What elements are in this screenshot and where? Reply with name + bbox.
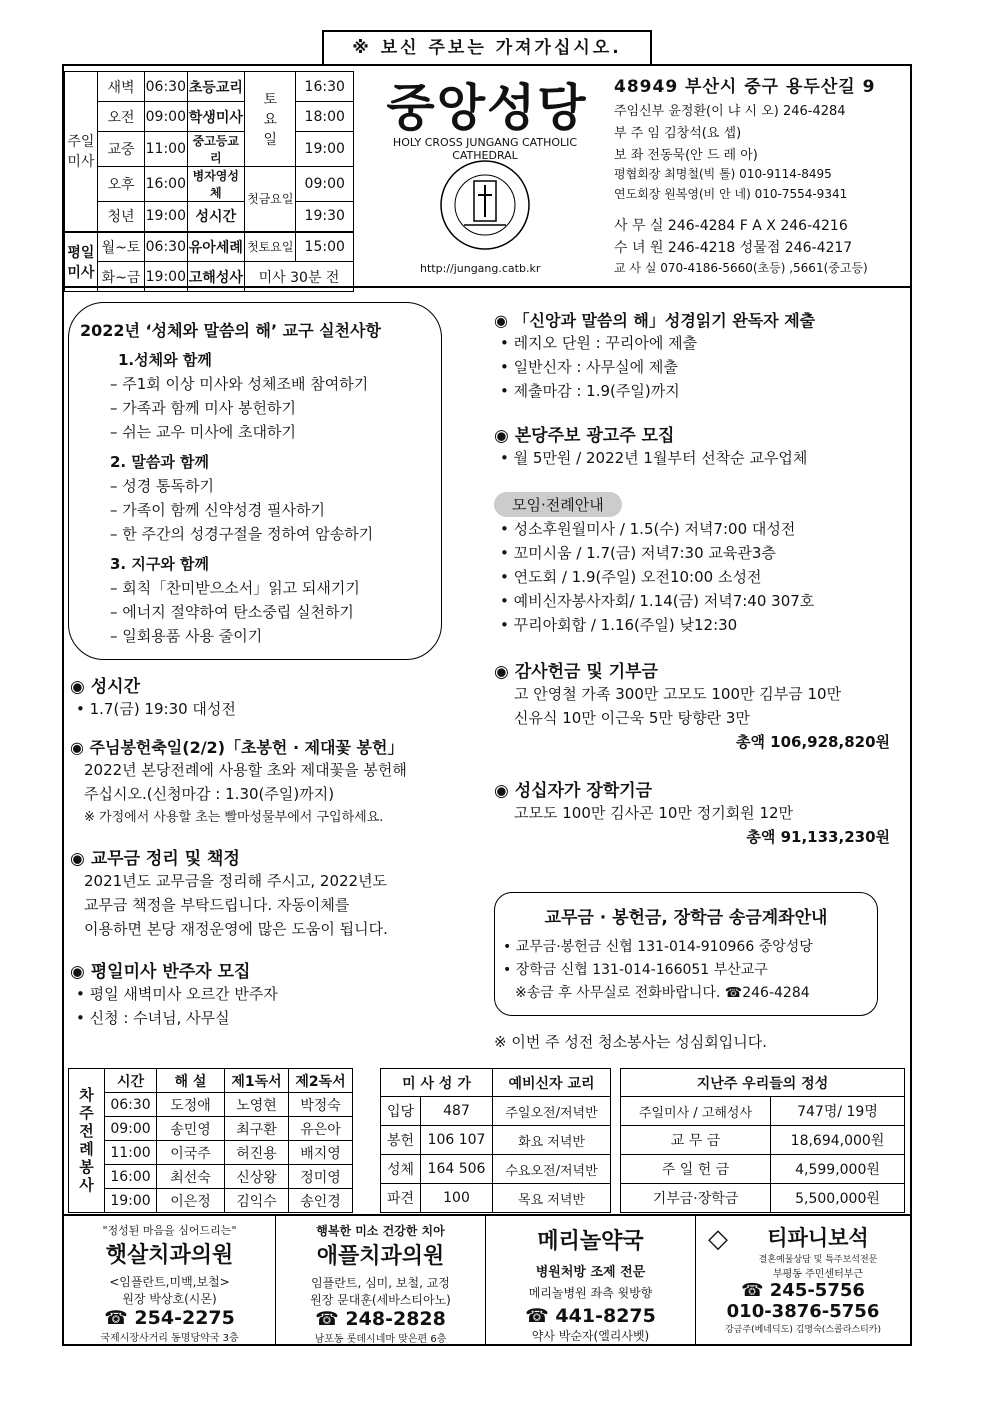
mass-time: 미사 30분 전 [245, 262, 354, 292]
section-line: • 레지오 단원 : 꾸리아에 제출 [500, 334, 698, 352]
staff-role: 주임신부 [614, 104, 665, 119]
ad-phone: ☎ 254-2275 [104, 1307, 235, 1329]
staff-name: 최명철(빅 톨) [664, 167, 736, 181]
mass-time: 11:00 [145, 132, 187, 167]
ad-line: 메리놀병원 좌측 윗방향 [528, 1286, 653, 1300]
mass-time: 19:00 [296, 132, 354, 167]
mass-time: 19:00 [145, 202, 187, 232]
meeting-item: • 꼬미시움 / 1.7(금) 저녁7:30 교육관3층 [500, 544, 776, 562]
mass-name: 오전 [97, 102, 144, 132]
ad-line: 부평동 주민센터부근 [772, 1269, 864, 1280]
table-header: 미 사 성 가 [381, 1069, 493, 1097]
ads-strip [64, 1214, 910, 1344]
mass-name: 교중 [97, 132, 144, 167]
mass-name: 새벽 [97, 72, 144, 102]
ad-phone: ☎ 245-5756 [741, 1280, 865, 1301]
ad-line: 원장 박상호(시몬) [122, 1292, 217, 1306]
account-line: • 장학금 신협 131-014-166051 부산교구 [503, 962, 768, 978]
staff-role: 연도회장 [614, 187, 661, 201]
mass-name: 중고등교리 [187, 132, 245, 167]
table-cell: 봉헌 [381, 1126, 421, 1155]
ad-name: 애플치과의원 [316, 1244, 445, 1269]
account-box-title: 교무금 · 봉헌금, 장학금 송금계좌안내 [544, 908, 828, 928]
staff-phone: 010-9114-8495 [739, 167, 832, 181]
table-cell: 박정숙 [289, 1093, 353, 1117]
staff-name: 전동묵(안 드 레 아) [647, 148, 758, 163]
table-cell: 11:00 [105, 1141, 157, 1165]
mass-time: 19:30 [296, 202, 354, 232]
account-line: ※송금 후 사무실로 전화바랍니다. ☎246-4284 [515, 985, 810, 1001]
take-bulletin-notice: ※ 보신 주보는 가져가십시오. [322, 30, 652, 64]
office-phone: 사 무 실 246-4284 F A X 246-4216 [614, 218, 848, 234]
table-cell: 주 일 헌 금 [621, 1155, 771, 1184]
section-title: ◉ 성시간 [70, 677, 141, 697]
mass-name: 성시간 [187, 202, 245, 232]
ad-name: 메리놀약국 [537, 1229, 644, 1254]
account-line: • 교무금·봉헌금 신협 131-014-910966 중앙성당 [503, 939, 813, 955]
staff-role: 부 주 임 [614, 126, 660, 141]
church-title: 중앙성당 [386, 78, 588, 137]
table-cell: 최구환 [225, 1117, 289, 1141]
ad-line: <임플란트,미백,보철> [109, 1275, 230, 1289]
table-cell: 노영현 [225, 1093, 289, 1117]
mass-name: 화~금 [97, 262, 144, 292]
meeting-item: • 연도회 / 1.9(주일) 오전10:00 소성전 [500, 568, 762, 586]
mass-schedule-table [64, 71, 354, 292]
staff-name: 원복영(비 안 네) [664, 187, 751, 201]
practice-item: – 가족이 함께 신약성경 필사하기 [110, 501, 325, 519]
liturgy-service-table [68, 1068, 353, 1213]
mass-name: 초등교리 [187, 72, 245, 102]
ad-sunshine-dental [64, 1216, 276, 1344]
mass-time: 09:00 [296, 167, 354, 202]
saturday-label: 토 요 일 [245, 72, 296, 167]
ad-phone: ☎ 441-8275 [525, 1305, 656, 1327]
table-cell: 이은정 [157, 1189, 225, 1213]
mass-name: 학생미사 [187, 102, 245, 132]
table-cell: 100 [421, 1184, 493, 1213]
first-saturday-label: 첫토요일 [245, 232, 296, 262]
section-title: ◉ 평일미사 반주자 모집 [70, 962, 251, 982]
mass-name: 월~토 [97, 232, 144, 262]
ad-apple-dental [276, 1216, 486, 1344]
table-header: 제2독서 [289, 1069, 353, 1093]
section-line: 2021년도 교무금을 정리해 주시고, 2022년도 [84, 872, 388, 890]
table-cell: 화요 저녁반 [493, 1126, 611, 1155]
table-cell: 주일미사 / 고해성사 [621, 1097, 771, 1126]
mass-time: 18:00 [296, 102, 354, 132]
table-cell: 목요 저녁반 [493, 1184, 611, 1213]
church-title-english: HOLY CROSS JUNGANG CATHOLIC CATHEDRAL [392, 136, 578, 162]
mass-time: 06:30 [145, 72, 187, 102]
section-line: 이용하면 본당 재정운영에 많은 도움이 됩니다. [84, 920, 388, 938]
liturgy-side-label: 차주전례봉사 [69, 1069, 105, 1213]
meeting-item: • 성소후원월미사 / 1.5(수) 저녁7:00 대성전 [500, 520, 796, 538]
office-phone: 수 녀 원 246-4218 성물점 246-4217 [614, 240, 853, 256]
mass-time: 16:30 [296, 72, 354, 102]
section-line: 교무금 책정을 부탁드립니다. 자동이체를 [84, 896, 350, 914]
practice-item: – 가족과 함께 미사 봉헌하기 [110, 399, 296, 417]
table-header: 시간 [105, 1069, 157, 1093]
ad-phone: 010-3876-5756 [726, 1301, 880, 1322]
table-cell: 19:00 [105, 1189, 157, 1213]
ad-line: 원장 문대훈(세바스티아노) [310, 1293, 451, 1307]
practice-item: – 일회용품 사용 줄이기 [110, 627, 263, 645]
table-cell: 16:00 [105, 1165, 157, 1189]
ad-name: 햇살치과의원 [105, 1243, 234, 1268]
mass-name: 청년 [97, 202, 144, 232]
table-cell: 유은아 [289, 1117, 353, 1141]
staff-row [614, 100, 846, 119]
right-sections [494, 308, 904, 849]
ad-phone: ☎ 248-2828 [315, 1308, 446, 1330]
staff-role: 보 좌 [614, 148, 644, 163]
donation-total: 총액 106,928,820원 [735, 733, 890, 751]
table-cell: 487 [421, 1097, 493, 1126]
ad-tiffany-jewelry [696, 1216, 910, 1344]
practice-heading: 2. 말씀과 함께 [110, 453, 210, 471]
mass-name: 병자영성체 [187, 167, 245, 202]
table-cell: 06:30 [105, 1093, 157, 1117]
table-cell: 허진용 [225, 1141, 289, 1165]
church-url: http://jungang.catb.kr [420, 262, 541, 275]
table-cell: 기부금·장학금 [621, 1184, 771, 1213]
cleaning-notice: ※ 이번 주 성전 청소봉사는 성심회입니다. [494, 1033, 768, 1051]
section-line: 주십시오.(신청마감 : 1.30(주일)까지) [84, 785, 335, 803]
hymn-table [380, 1068, 611, 1213]
mass-name: 유아세례 [187, 232, 245, 262]
ad-line: 임플란트, 심미, 보철, 교정 [311, 1276, 450, 1290]
section-line: ※ 가정에서 사용할 초는 빨마성물부에서 구입하세요. [84, 810, 384, 825]
account-box [494, 892, 878, 1016]
staff-row [614, 122, 741, 141]
table-cell: 09:00 [105, 1117, 157, 1141]
table-cell: 수요오전/저녁반 [493, 1155, 611, 1184]
section-title: ◉ 주님봉헌축일(2/2)「초봉헌 · 제대꽃 봉헌」 [70, 738, 404, 757]
section-line: 신유식 10만 이근욱 5만 탕향란 3만 [514, 709, 750, 727]
mass-time: 06:30 [145, 232, 187, 262]
staff-name: 윤정환(이 냐 시 오) [668, 104, 779, 119]
ad-line: 국제시장사거리 동명당약국 3층 [100, 1333, 239, 1344]
scholarship-total: 총액 91,133,230원 [746, 828, 890, 846]
weekday-mass-label: 평일 미사 [65, 232, 98, 292]
ad-line: 결혼예물상담 및 특주보석전문 [758, 1255, 878, 1265]
table-header: 예비신자 교리 [493, 1069, 611, 1097]
ad-line: 남포동 롯데시네마 맞은편 6층 [314, 1334, 447, 1345]
ad-name: 티파니보석 [767, 1226, 869, 1250]
staff-phone: 246-4284 [782, 104, 846, 119]
table-cell: 이국주 [157, 1141, 225, 1165]
table-cell: 성체 [381, 1155, 421, 1184]
offering-table [620, 1068, 905, 1213]
section-line: • 제출마감 : 1.9(주일)까지 [500, 382, 680, 400]
practice-box-title: 2022년 ‘성체와 말씀의 해’ 교구 실천사항 [80, 321, 381, 340]
ad-line: 병원처방 조제 전문 [535, 1265, 646, 1280]
table-cell: 18,694,000원 [771, 1126, 905, 1155]
mass-name: 오후 [97, 167, 144, 202]
section-line: • 1.7(금) 19:30 대성전 [76, 700, 236, 718]
section-line: 고 안영철 가족 300만 고모도 100만 김부금 10만 [514, 685, 842, 703]
table-cell: 정미영 [289, 1165, 353, 1189]
ad-line: 약사 박순자(엘리사벳) [531, 1329, 650, 1343]
ad-maryknoll-pharmacy [486, 1216, 696, 1344]
practice-item: – 쉬는 교우 미사에 초대하기 [110, 423, 296, 441]
table-cell: 김익수 [225, 1189, 289, 1213]
church-address: 48949 부산시 중구 용두산길 9 [614, 77, 876, 97]
section-line: • 신청 : 수녀님, 사무실 [76, 1009, 230, 1027]
practice-list [110, 348, 440, 648]
table-header: 해 설 [157, 1069, 225, 1093]
table-cell: 최선숙 [157, 1165, 225, 1189]
section-title: ◉ 성십자가 장학기금 [494, 781, 653, 801]
section-line: 고모도 100만 김사곤 10만 정기회원 12만 [514, 804, 794, 822]
practice-item: – 한 주간의 성경구절을 정하여 암송하기 [110, 525, 374, 543]
table-cell: 747명/ 19명 [771, 1097, 905, 1126]
table-cell: 도정애 [157, 1093, 225, 1117]
church-logo-icon [430, 155, 540, 255]
staff-row [614, 165, 832, 182]
staff-name: 김창석(요 셉) [664, 126, 742, 141]
table-cell: 송인경 [289, 1189, 353, 1213]
section-line: • 월 5만원 / 2022년 1월부터 선착순 교우업체 [500, 449, 808, 467]
table-cell: 입당 [381, 1097, 421, 1126]
practice-item: – 회칙「찬미받으소서」읽고 되새기기 [110, 579, 360, 597]
practice-item: – 주1회 이상 미사와 성체조배 참여하기 [110, 375, 369, 393]
table-cell: 배지영 [289, 1141, 353, 1165]
table-cell: 5,500,000원 [771, 1184, 905, 1213]
practice-item: – 에너지 절약하여 탄소중립 실천하기 [110, 603, 354, 621]
section-title: ◉ 「신앙과 말씀의 해」성경읽기 완독자 제출 [494, 311, 816, 330]
practice-item: – 성경 통독하기 [110, 477, 214, 495]
staff-row [614, 185, 847, 202]
table-cell: 신상왕 [225, 1165, 289, 1189]
ad-line: 강금주(베네딕도) 김명숙(스콜라스티카) [724, 1325, 881, 1335]
section-title: ◉ 교무금 정리 및 책정 [70, 849, 240, 869]
table-header: 제1독서 [225, 1069, 289, 1093]
meeting-item: • 꾸리아회합 / 1.16(주일) 낮12:30 [500, 616, 738, 634]
table-cell: 164 506 [421, 1155, 493, 1184]
table-cell: 교 무 금 [621, 1126, 771, 1155]
table-cell: 송민영 [157, 1117, 225, 1141]
office-phone: 교 사 실 070-4186-5660(초등) ,5661(중고등) [614, 261, 868, 275]
section-line: • 일반신자 : 사무실에 제출 [500, 358, 678, 376]
section-line: • 평일 새벽미사 오르간 반주자 [76, 985, 278, 1003]
staff-phone: 010-7554-9341 [754, 187, 848, 201]
section-line: 2022년 본당전례에 사용할 초와 제대꽃을 봉헌해 [84, 761, 407, 779]
ad-tagline: "정성된 마음을 심어드리는" [102, 1224, 237, 1237]
ad-tagline: 행복한 미소 건강한 치아 [316, 1224, 445, 1238]
mass-time: 09:00 [145, 102, 187, 132]
meeting-label-badge: 모임·전례안내 [494, 492, 622, 517]
mass-name: 고해성사 [187, 262, 245, 292]
mass-time: 19:00 [145, 262, 187, 292]
practice-heading: 1.성체와 함께 [118, 351, 212, 369]
staff-row [614, 144, 758, 163]
table-cell: 4,599,000원 [771, 1155, 905, 1184]
section-title: ◉ 본당주보 광고주 모집 [494, 426, 675, 446]
sunday-mass-label: 주일 미사 [65, 72, 98, 232]
table-cell: 106 107 [421, 1126, 493, 1155]
mass-time: 16:00 [145, 167, 187, 202]
table-cell: 파견 [381, 1184, 421, 1213]
left-sections [70, 672, 470, 1030]
table-cell: 주일오전/저녁반 [493, 1097, 611, 1126]
practice-heading: 3. 지구와 함께 [110, 555, 210, 573]
mass-time: 15:00 [296, 232, 354, 262]
meeting-item: • 예비신자봉사자회/ 1.14(금) 저녁7:40 307호 [500, 592, 815, 610]
first-friday-label: 첫금요일 [245, 167, 296, 232]
table-header: 지난주 우리들의 정성 [621, 1069, 905, 1097]
staff-role: 평협회장 [614, 167, 661, 181]
section-title: ◉ 감사헌금 및 기부금 [494, 662, 658, 682]
diamond-icon: ◇ [708, 1224, 728, 1254]
